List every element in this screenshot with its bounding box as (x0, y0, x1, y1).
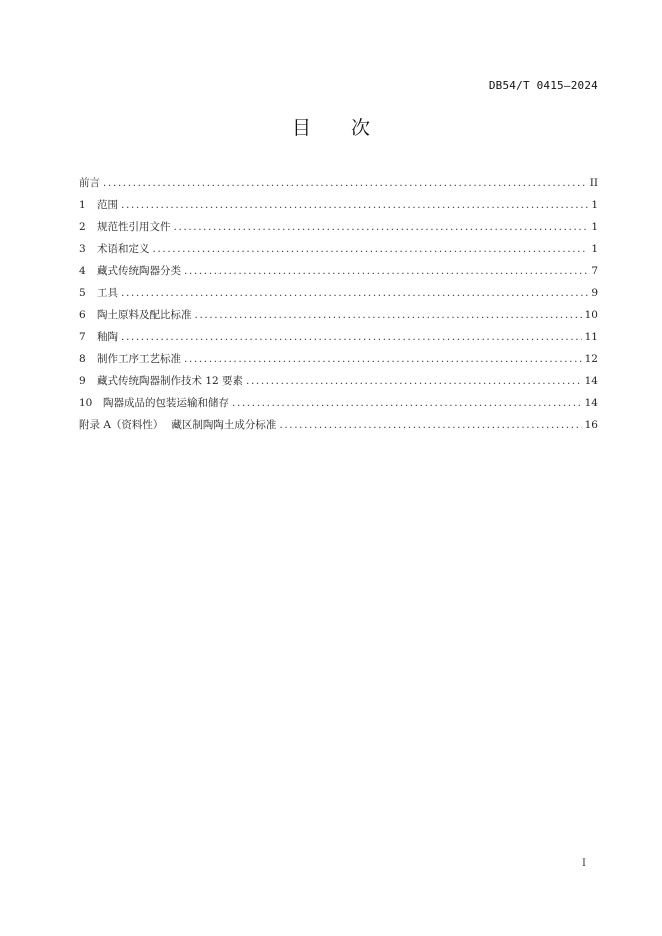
toc-entry-7[interactable] (79, 326, 598, 348)
toc-entry-number: 6 (79, 309, 86, 321)
toc-entry-page: 10 (584, 309, 598, 321)
toc-entry-1[interactable] (79, 194, 598, 216)
toc-entry-label: 术语和定义 (97, 243, 150, 255)
toc-entry-label: 范围 (97, 199, 118, 211)
toc-leader-dots (121, 194, 588, 216)
toc-entry-appendix-a[interactable] (79, 414, 598, 436)
toc-entry-page: 16 (584, 419, 598, 431)
toc-entry-3[interactable] (79, 238, 598, 260)
toc-leader-dots (121, 282, 588, 304)
toc-entry-page: II (589, 177, 598, 189)
toc-entry-page: 12 (584, 353, 598, 365)
toc-leader-dots (174, 216, 589, 238)
toc-entry-number: 2 (79, 221, 86, 233)
toc-leader-dots (121, 326, 582, 348)
table-of-contents (79, 172, 598, 436)
toc-leader-dots (195, 304, 582, 326)
toc-entry-2[interactable] (79, 216, 598, 238)
toc-entry-number: 10 (79, 397, 93, 409)
toc-entry-number: 4 (79, 265, 86, 277)
toc-leader-dots (184, 348, 582, 370)
toc-entry-label: 陶土原料及配比标准 (97, 309, 192, 321)
toc-entry-8[interactable] (79, 348, 598, 370)
toc-entry-label: 工具 (97, 287, 118, 299)
toc-entry-number: 9 (79, 375, 86, 387)
toc-leader-dots (246, 370, 582, 392)
toc-entry-page: 7 (591, 265, 598, 277)
toc-entry-label: 藏式传统陶器分类 (97, 265, 181, 277)
toc-entry-number: 7 (79, 331, 86, 343)
toc-entry-page: 14 (584, 375, 598, 387)
toc-entry-page: 11 (584, 331, 598, 343)
toc-entry-page: 14 (584, 397, 598, 409)
toc-entry-number: 5 (79, 287, 86, 299)
page-title: 目次 (291, 117, 410, 139)
toc-entry-page: 1 (591, 221, 598, 233)
toc-entry-label: 陶器成品的包装运输和储存 (103, 397, 229, 409)
toc-entry-number: 附录 A（资料性） (79, 419, 164, 431)
toc-leader-dots (279, 414, 581, 436)
toc-entry-foreword[interactable] (79, 172, 598, 194)
toc-entry-page: 9 (591, 287, 598, 299)
toc-entry-9[interactable] (79, 370, 598, 392)
toc-entry-number: 8 (79, 353, 86, 365)
toc-leader-dots (232, 392, 582, 414)
toc-entry-label: 制作工序工艺标准 (97, 353, 181, 365)
toc-entry-10[interactable] (79, 392, 598, 414)
document-code: DB54/T 0415—2024 (488, 79, 598, 92)
toc-entry-5[interactable] (79, 282, 598, 304)
toc-entry-label: 前言 (79, 177, 100, 189)
toc-leader-dots (153, 238, 589, 260)
toc-entry-label: 藏式传统陶器制作技术 12 要素 (97, 375, 244, 387)
toc-entry-label: 藏区制陶陶土成分标准 (171, 419, 277, 431)
toc-entry-6[interactable] (79, 304, 598, 326)
toc-entry-label: 规范性引用文件 (97, 221, 171, 233)
toc-entry-number: 3 (79, 243, 86, 255)
toc-entry-page: 1 (591, 243, 598, 255)
toc-leader-dots (184, 260, 588, 282)
toc-entry-number: 1 (79, 199, 86, 211)
toc-entry-4[interactable] (79, 260, 598, 282)
page-number: I (582, 858, 586, 869)
toc-entry-label: 釉陶 (97, 331, 118, 343)
toc-entry-page: 1 (591, 199, 598, 211)
toc-leader-dots (103, 172, 587, 194)
